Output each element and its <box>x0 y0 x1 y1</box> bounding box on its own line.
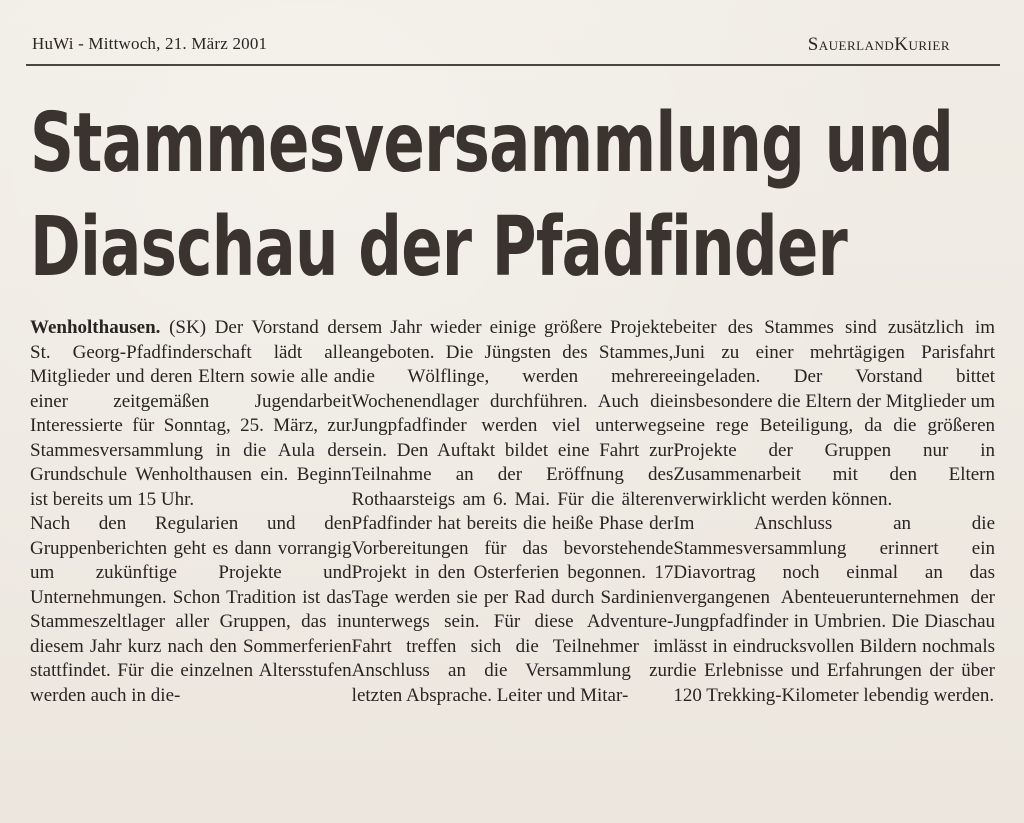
article-paragraph: sem Jahr wieder einige größere Projekte angeboten. Die Jüngsten des Stammes, die Wölflinge, werden mehrere Wochenendlager durchführen. Auch die Jungpfadfinder werden viel unterwegs sein. Den Auftakt bildet eine Fahrt zur Teilnahme an der Eröffnung des Rothaarsteigs am 6. Mai. Für die älteren Pfadfinder hat bereits die heiße Phase der Vorbereitungen für das bevorstehende Projekt in den Osterferien begonnen. 17 Tage werden sie per Rad durch Sardinien unterwegs sein. Für diese Adventure-Fahrt treffen sich die Teilnehmer im Anschluss an die Versammlung zur letzten Absprache. Leiter und Mitar- <box>351 317 674 706</box>
article-paragraph: Im Anschluss an die Stammesversammlung erinnert ein Diavortrag noch einmal an das vergangenen Abenteuerunternehmen der Jungpfadfinder in Umbrien. Die Diaschau lässt in eindrucksvollen Bildern nochmals die Erlebnisse und Erfahrungen der über 120 Trekking-Kilometer lebendig werden. <box>673 513 996 706</box>
dateline: Wenholthausen. <box>30 317 161 338</box>
article-column-3 <box>673 316 995 708</box>
header-rule <box>26 64 1000 66</box>
issue-info: HuWi - Mittwoch, 21. März 2001 <box>32 34 268 53</box>
article-column-2 <box>352 316 674 708</box>
newspaper-name: SauerlandKurier <box>807 34 950 55</box>
article-body <box>30 316 995 708</box>
article-paragraph: beiter des Stammes sind zusätzlich im Juni zu einer mehrtägigen Parisfahrt eingeladen. Der Vorstand bittet insbesondere die Eltern der Mitglieder um eine rege Beteiligung, da die größeren Projekte der Gruppen nur in Zusammenarbeit mit den Eltern verwirklicht werden können. <box>673 317 996 510</box>
article-column-1 <box>30 316 352 708</box>
article-paragraph: Nach den Regularien und den Gruppenberichten geht es dann vorrangig um zukünftige Projekte und Unternehmungen. Schon Tradition ist das Stammeszeltlager aller Gruppen, das in diesem Jahr kurz nach den Sommerferien stattfindet. Für die einzelnen Altersstufen werden auch in die- <box>30 513 352 706</box>
headline-line-2: Diaschau der Pfadfinder <box>30 200 847 295</box>
paragraph-text: (SK) Der Vorstand der St. Georg-Pfadfinderschaft lädt alle Mitglieder und deren Eltern sowie alle an einer zeitgemäßen Jugendarbeit Interessierte für Sonntag, 25. März, zur Stammesversammlung in die Aula der Grundschule Wenholthausen ein. Beginn ist bereits um 15 Uhr. <box>30 317 352 510</box>
headline <box>30 92 954 300</box>
headline-line-1: Stammesversammlung und <box>30 96 954 191</box>
article-paragraph <box>30 316 352 512</box>
